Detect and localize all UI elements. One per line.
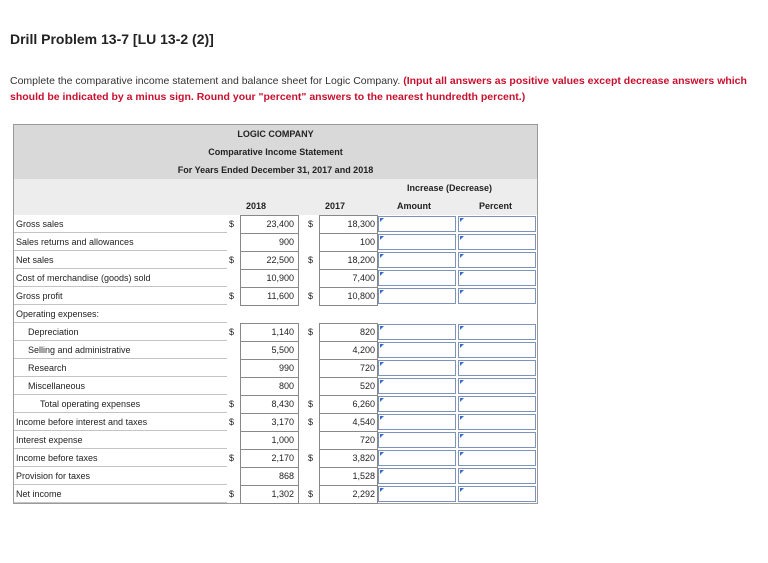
col-header-2018: 2018: [246, 201, 267, 211]
statement-row: [14, 215, 537, 233]
value-2018: 2,170: [271, 453, 294, 463]
amount-input-cell[interactable]: [378, 216, 456, 232]
row-label: Selling and administrative: [28, 345, 131, 355]
value-2018: 8,430: [271, 399, 294, 409]
statement-row: [14, 341, 537, 359]
amount-input[interactable]: [379, 361, 455, 375]
value-2018: 900: [278, 237, 294, 247]
percent-input-cell[interactable]: [458, 216, 536, 232]
percent-input[interactable]: [459, 415, 535, 429]
statement-row: [14, 233, 537, 251]
statement-row: [14, 431, 537, 449]
amount-input[interactable]: [379, 415, 455, 429]
percent-input-cell[interactable]: [458, 378, 536, 394]
value-2018: 1,000: [271, 435, 294, 445]
amount-input-cell[interactable]: [378, 234, 456, 250]
amount-input[interactable]: [379, 325, 455, 339]
statement-row: [14, 287, 537, 305]
value-2017: 720: [359, 435, 375, 445]
amount-input-cell[interactable]: [378, 342, 456, 358]
amount-input-cell[interactable]: [378, 324, 456, 340]
amount-input[interactable]: [379, 379, 455, 393]
row-label: Total operating expenses: [40, 399, 141, 409]
amount-input[interactable]: [379, 487, 455, 501]
amount-input[interactable]: [379, 271, 455, 285]
statement-row: [14, 449, 537, 467]
value-2017: 720: [359, 363, 375, 373]
value-2017: 3,820: [352, 453, 375, 463]
increase-decrease-header: Increase (Decrease): [407, 183, 493, 193]
value-2018: 1,140: [271, 327, 294, 337]
amount-input-cell[interactable]: [378, 270, 456, 286]
dollar-sign-2017: $: [308, 399, 314, 409]
row-divider: [14, 502, 227, 503]
percent-input-cell[interactable]: [458, 234, 536, 250]
instructions: [10, 73, 760, 105]
statement-row: [14, 377, 537, 395]
amount-input[interactable]: [379, 451, 455, 465]
percent-input[interactable]: [459, 271, 535, 285]
statement-row: [14, 413, 537, 431]
row-label: Net sales: [16, 255, 54, 265]
dollar-sign-2018: $: [229, 417, 235, 427]
percent-input-cell[interactable]: [458, 396, 536, 412]
row-label: Income before interest and taxes: [16, 417, 148, 427]
instructions-emphasis: (Input all answers as positive values except decrease answers which should be indicated by a minus sign. Round your "percent" answers to the nearest hundredth percent.): [10, 75, 747, 103]
dollar-sign-2018: $: [229, 489, 235, 499]
value-2017: 4,200: [352, 345, 375, 355]
col-header-amount: Amount: [397, 201, 431, 211]
amount-input[interactable]: [379, 469, 455, 483]
value-2017: 520: [359, 381, 375, 391]
amount-input[interactable]: [379, 235, 455, 249]
amount-input-cell[interactable]: [378, 378, 456, 394]
amount-input[interactable]: [379, 289, 455, 303]
value-2017: 6,260: [352, 399, 375, 409]
row-label: Operating expenses:: [16, 309, 100, 319]
value-2017: 2,292: [352, 489, 375, 499]
value-2017: 7,400: [352, 273, 375, 283]
row-label: Gross sales: [16, 219, 64, 229]
instructions-lead: Complete the comparative income statement and balance sheet for Logic Company.: [10, 75, 401, 87]
value-2018: 3,170: [271, 417, 294, 427]
amount-input[interactable]: [379, 343, 455, 357]
statement-period: For Years Ended December 31, 2017 and 2018: [177, 165, 374, 175]
percent-input[interactable]: [459, 469, 535, 483]
percent-input-cell[interactable]: [458, 270, 536, 286]
percent-input[interactable]: [459, 487, 535, 501]
dollar-sign-2018: $: [229, 327, 235, 337]
dollar-sign-2017: $: [308, 327, 314, 337]
value-2018: 990: [278, 363, 294, 373]
percent-input-cell[interactable]: [458, 324, 536, 340]
percent-input[interactable]: [459, 379, 535, 393]
value-2018: 800: [278, 381, 294, 391]
statement-row: [14, 359, 537, 377]
dollar-sign-2018: $: [229, 399, 235, 409]
value-2018: 1,302: [271, 489, 294, 499]
company-name: LOGIC COMPANY: [237, 129, 314, 139]
percent-input[interactable]: [459, 343, 535, 357]
value-2017: 18,200: [347, 255, 375, 265]
percent-input-cell[interactable]: [458, 252, 536, 268]
value-2017: 18,300: [347, 219, 375, 229]
amount-input-cell[interactable]: [378, 360, 456, 376]
value-2018: 22,500: [266, 255, 294, 265]
percent-input-cell[interactable]: [458, 432, 536, 448]
amount-input-cell[interactable]: [378, 288, 456, 304]
value-2018: 868: [278, 471, 294, 481]
amount-input[interactable]: [379, 217, 455, 231]
row-label: Cost of merchandise (goods) sold: [16, 273, 151, 283]
row-label: Provision for taxes: [16, 471, 91, 481]
dollar-sign-2018: $: [229, 291, 235, 301]
percent-input[interactable]: [459, 451, 535, 465]
col-header-2017: 2017: [325, 201, 346, 211]
value-2017: 4,540: [352, 417, 375, 427]
percent-input-cell[interactable]: [458, 414, 536, 430]
row-label: Research: [28, 363, 67, 373]
percent-input-cell[interactable]: [458, 342, 536, 358]
value-2018: 10,900: [266, 273, 294, 283]
statement-row: [14, 269, 537, 287]
amount-input-cell[interactable]: [378, 450, 456, 466]
value-2017: 1,528: [352, 471, 375, 481]
value-2018: 5,500: [271, 345, 294, 355]
amount-input-cell[interactable]: [378, 396, 456, 412]
dollar-sign-2017: $: [308, 417, 314, 427]
col-header-percent: Percent: [479, 201, 513, 211]
value-2018: 23,400: [266, 219, 294, 229]
row-label: Depreciation: [28, 327, 79, 337]
percent-input[interactable]: [459, 397, 535, 411]
dollar-sign-2017: $: [308, 255, 314, 265]
value-2018: 11,600: [267, 291, 294, 301]
amount-input-cell[interactable]: [378, 486, 456, 502]
dollar-sign-2017: $: [308, 291, 314, 301]
statement-row: [14, 305, 537, 323]
percent-input[interactable]: [459, 253, 535, 267]
amount-input[interactable]: [379, 397, 455, 411]
row-label: Gross profit: [16, 291, 63, 301]
dollar-sign-2017: $: [308, 219, 314, 229]
percent-input[interactable]: [459, 325, 535, 339]
percent-input-cell[interactable]: [458, 468, 536, 484]
value-2017: 820: [359, 327, 375, 337]
amount-input-cell[interactable]: [378, 252, 456, 268]
dollar-sign-2018: $: [229, 255, 235, 265]
value-2017: 10,800: [347, 291, 375, 301]
amount-input-cell[interactable]: [378, 414, 456, 430]
row-label: Interest expense: [16, 435, 83, 445]
row-label: Net income: [16, 489, 62, 499]
statement-row: [14, 251, 537, 269]
statement-row: [14, 323, 537, 341]
row-label: Miscellaneous: [28, 381, 86, 391]
amount-input[interactable]: [379, 433, 455, 447]
dollar-sign-2018: $: [229, 219, 235, 229]
percent-input[interactable]: [459, 235, 535, 249]
percent-input[interactable]: [459, 361, 535, 375]
percent-input[interactable]: [459, 289, 535, 303]
statement-row: [14, 395, 537, 413]
dollar-sign-2017: $: [308, 489, 314, 499]
percent-input-cell[interactable]: [458, 450, 536, 466]
percent-input-cell[interactable]: [458, 360, 536, 376]
row-label: Income before taxes: [16, 453, 98, 463]
amount-input-cell[interactable]: [378, 432, 456, 448]
income-statement-worksheet: [13, 124, 538, 504]
statement-row: [14, 485, 537, 503]
amount-input[interactable]: [379, 253, 455, 267]
page-title: Drill Problem 13-7 [LU 13-2 (2)]: [10, 31, 214, 47]
value-2017: 100: [359, 237, 375, 247]
statement-name: Comparative Income Statement: [208, 147, 343, 157]
percent-input[interactable]: [459, 433, 535, 447]
percent-input-cell[interactable]: [458, 288, 536, 304]
percent-input[interactable]: [459, 217, 535, 231]
percent-input-cell[interactable]: [458, 486, 536, 502]
dollar-sign-2017: $: [308, 453, 314, 463]
statement-row: [14, 467, 537, 485]
row-label: Sales returns and allowances: [16, 237, 134, 247]
dollar-sign-2018: $: [229, 453, 235, 463]
amount-input-cell[interactable]: [378, 468, 456, 484]
